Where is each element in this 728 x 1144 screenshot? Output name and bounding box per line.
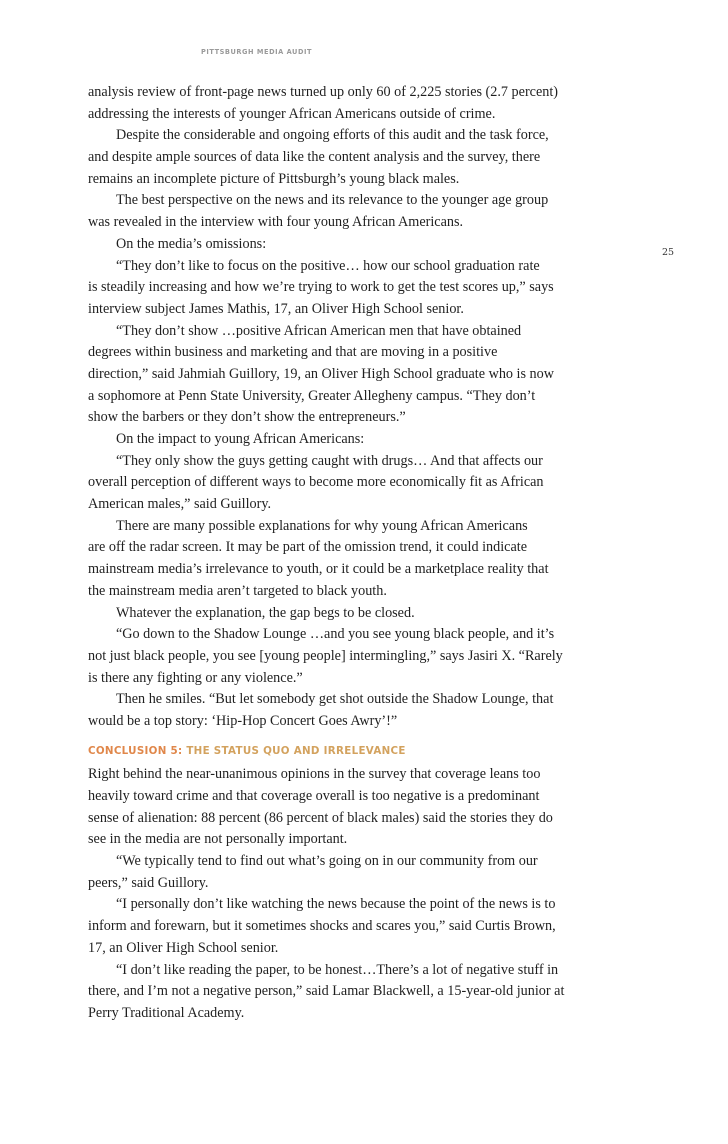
text-line: interview subject James Mathis, 17, an Oliver High School senior. <box>88 300 464 317</box>
text-line: is steadily increasing and how we’re trying to work to get the test scores up,” says <box>88 279 554 296</box>
text-line: The best perspective on the news and its relevance to the younger age group <box>116 192 549 209</box>
text-line: would be a top story: ‘Hip-Hop Concert Goes Awry’!” <box>88 712 398 729</box>
text-line: “Go down to the Shadow Lounge …and you see young black people, and it’s <box>116 626 555 643</box>
text-line: remains an incomplete picture of Pittsburgh’s young black males. <box>88 170 460 187</box>
text-line: On the impact to young African Americans: <box>116 431 365 447</box>
text-line: the mainstream media aren’t targeted to black youth. <box>88 582 387 599</box>
text-line: “They don’t show …positive African American men that have obtained <box>116 322 522 339</box>
text-line: mainstream media’s irrelevance to youth, or it could be a marketplace reality that <box>88 561 549 578</box>
text-line: addressing the interests of younger African Americans outside of crime. <box>88 105 496 122</box>
text-line: There are many possible explanations for why young African Americans <box>116 517 528 534</box>
text-line: heavily toward crime and that coverage overall is too negative is a predominant <box>88 788 540 804</box>
section-heading <box>88 741 558 763</box>
text-line: a sophomore at Penn State University, Greater Allegheny campus. “They don’t <box>88 387 536 404</box>
text-line: “They only show the guys getting caught with drugs… And that affects our <box>116 452 543 469</box>
body-text-before-heading <box>88 82 563 733</box>
text-line: 17, an Oliver High School senior. <box>88 939 279 956</box>
text-line: there, and I’m not a negative person,” said Lamar Blackwell, a 15-year-old junior at <box>88 983 565 1000</box>
text-line: American males,” said Guillory. <box>88 496 272 513</box>
text-line: is there any fighting or any violence.” <box>88 669 303 686</box>
text-line: peers,” said Guillory. <box>88 874 209 891</box>
text-line: Right behind the near-unanimous opinions in the survey that coverage leans too <box>88 766 541 783</box>
page-number: 25 <box>662 247 675 258</box>
text-line: see in the media are not personally important. <box>88 831 348 848</box>
text-line: “I don’t like reading the paper, to be honest…There’s a lot of negative stuff in <box>116 961 559 978</box>
section-heading-label: CONCLUSION 5: <box>88 744 183 757</box>
text-line: analysis review of front-page news turned up only 60 of 2,225 stories (2.7 percent) <box>88 84 559 100</box>
text-line: and despite ample sources of data like the content analysis and the survey, there <box>88 149 541 166</box>
article-body <box>88 82 565 1025</box>
text-line: “We typically tend to find out what’s going on in our community from our <box>116 853 538 870</box>
text-line: Then he smiles. “But let somebody get shot outside the Shadow Lounge, that <box>116 691 554 708</box>
text-line: Perry Traditional Academy. <box>88 1004 245 1021</box>
text-line: direction,” said Jahmiah Guillory, 19, an Oliver High School graduate who is now <box>88 365 554 382</box>
text-line: sense of alienation: 88 percent (86 percent of black males) said the stories they do <box>88 809 553 826</box>
text-line: degrees within business and marketing and that are moving in a positive <box>88 344 498 361</box>
section-heading-title: THE STATUS QUO AND IRRELEVANCE <box>186 744 406 757</box>
text-line: “They don’t like to focus on the positive… how our school graduation rate <box>116 257 540 274</box>
text-line: overall perception of different ways to become more economically fit as African <box>88 474 544 491</box>
text-line: Despite the considerable and ongoing efforts of this audit and the task force, <box>116 127 549 144</box>
text-line: was revealed in the interview with four young African Americans. <box>88 214 464 231</box>
text-line: inform and forewarn, but it sometimes shocks and scares you,” said Curtis Brown, <box>88 918 556 935</box>
text-line: are off the radar screen. It may be part of the omission trend, it could indicate <box>88 539 527 556</box>
text-line: Whatever the explanation, the gap begs to be closed. <box>116 604 415 621</box>
running-head: PITTSBURGH MEDIA AUDIT <box>201 48 313 56</box>
text-line: On the media’s omissions: <box>116 235 267 252</box>
body-text-after-heading <box>88 764 565 1024</box>
text-line: not just black people, you see [young people] intermingling,” says Jasiri X. “Rarely <box>88 647 563 664</box>
text-line: “I personally don’t like watching the news because the point of the news is to <box>116 896 556 913</box>
text-line: show the barbers or they don’t show the entrepreneurs.” <box>88 409 406 426</box>
